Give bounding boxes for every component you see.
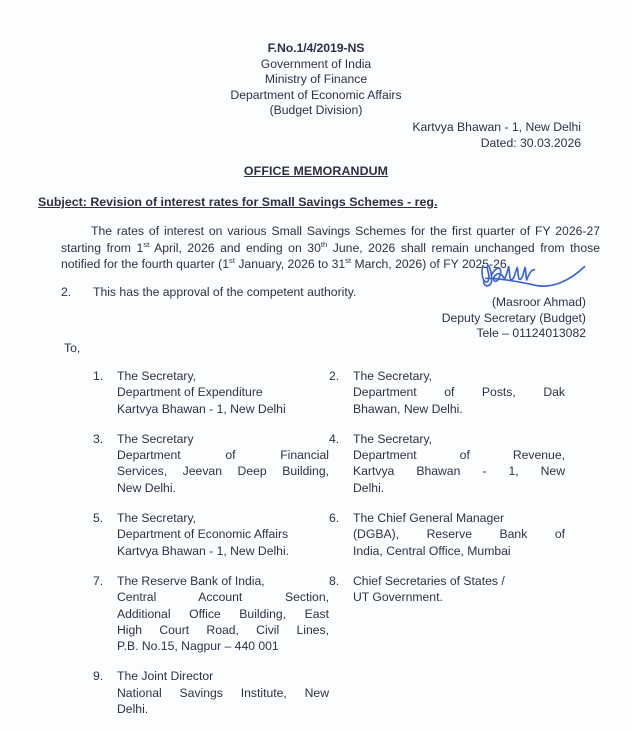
recipient-address-line: The Secretary,: [353, 431, 433, 446]
recipient-address: [353, 368, 565, 417]
recipient-number: 9.: [93, 669, 104, 684]
recipient-item: [329, 573, 565, 606]
recipient-address-line: The Secretary: [117, 431, 194, 446]
handwritten-signature-icon: [475, 258, 592, 294]
recipient-number: 3.: [93, 431, 104, 446]
recipient-address-line: Department of Revenue,: [353, 448, 565, 463]
recipient-address-line: P.B. No.15, Nagpur – 440 001: [117, 639, 279, 654]
para1-sup-c: st: [229, 255, 235, 265]
signatory-name: (Masroor Ahmad): [491, 294, 586, 309]
recipient-address-line: Department of Expenditure: [117, 385, 263, 400]
issuing-address-block: [0, 120, 632, 151]
recipient-address-line: The Secretary,: [117, 369, 197, 383]
recipient-address: [117, 573, 329, 654]
issue-date: Dated: 30.03.2026: [480, 135, 581, 150]
paragraph-2-number: 2.: [61, 285, 72, 300]
recipient-address-line: Department of Financial: [117, 448, 329, 463]
recipient-address-line: India, Central Office, Mumbai: [353, 543, 511, 558]
recipient-address-line: Bhawan, New Delhi.: [353, 401, 463, 416]
recipient-address-line: (DGBA), Reserve Bank of: [353, 527, 565, 542]
recipient-number: 1.: [93, 369, 104, 383]
para1-sup-a: st: [143, 239, 150, 249]
page-title: [0, 164, 632, 178]
recipient-address: [117, 431, 329, 496]
recipient-address: [353, 510, 565, 559]
recipient-address-line: New Delhi.: [117, 480, 176, 495]
file-number: F.No.1/4/2019-NS: [267, 41, 365, 55]
recipients-section: [0, 368, 632, 731]
recipient-item: [93, 668, 329, 717]
recipient-number: 4.: [329, 431, 340, 446]
recipients-column-right: [329, 368, 565, 620]
recipient-address-line: Kartvya Bhawan - 1, New Delhi.: [117, 543, 290, 558]
issuing-address: Kartvya Bhawan - 1, New Delhi: [412, 119, 581, 134]
recipient-address-line: High Court Road, Civil Lines,: [117, 622, 329, 637]
recipient-address-line: Chief Secretaries of States /: [353, 573, 505, 588]
document-header: [0, 0, 632, 119]
org-line-3: Department of Economic Affairs: [230, 87, 402, 102]
recipient-item: [329, 510, 565, 559]
recipient-item: [93, 573, 329, 654]
paragraph-2-text: This has the approval of the competent authority.: [93, 285, 357, 300]
recipient-address: [117, 368, 329, 417]
recipient-address-line: Services, Jeevan Deep Building,: [117, 464, 329, 479]
signatory-telephone: Tele – 01124013082: [476, 326, 586, 341]
org-line-2: Ministry of Finance: [264, 72, 368, 87]
para1-part-b: April, 2026 and ending on 30: [149, 240, 321, 255]
recipient-item: [93, 368, 329, 417]
recipient-number: 7.: [93, 573, 104, 588]
recipient-address-line: The Reserve Bank of India,: [117, 573, 265, 588]
recipient-item: [93, 431, 329, 496]
recipient-number: 6.: [329, 511, 340, 526]
recipient-address-line: The Chief General Manager: [353, 511, 505, 526]
recipient-address: [117, 510, 329, 559]
para1-part-d: January, 2026 to 31: [234, 256, 346, 271]
recipient-address-line: UT Government.: [353, 590, 443, 605]
recipient-address-line: The Joint Director: [117, 669, 214, 684]
recipients-column-left: [93, 368, 329, 731]
recipient-address-line: National Savings Institute, New: [117, 685, 329, 700]
recipient-address-line: Central Account Section,: [117, 590, 329, 605]
recipient-number: 8.: [329, 573, 340, 588]
recipient-address-line: Delhi.: [353, 480, 385, 495]
recipient-address: [353, 431, 565, 496]
para1-part-c: June, 2026 shall remain unchanged from those notified for the fourth quarter (1: [61, 240, 600, 271]
recipient-address-line: Delhi.: [117, 702, 149, 717]
subject-line: [0, 195, 632, 209]
recipient-address-line: Additional Office Building, East: [117, 606, 329, 621]
para1-part-a: The rates of interest on various Small Savings Schemes for the first quarter of FY 2026-27 starting from 1: [61, 224, 600, 255]
recipient-address-line: Department of Posts, Dak: [353, 385, 565, 400]
recipient-address-line: Kartvya Bhawan - 1, New Delhi: [117, 401, 286, 416]
recipient-item: [329, 431, 565, 496]
to-label: To,: [64, 341, 81, 355]
recipient-number: 2.: [329, 369, 340, 383]
para1-part-e: March, 2026) of FY 2025-26.: [351, 256, 511, 271]
signatory-designation: Deputy Secretary (Budget): [441, 310, 586, 325]
recipient-number: 5.: [93, 511, 104, 526]
subject-text: Subject: Revision of interest rates for Small Savings Schemes - reg.: [38, 195, 438, 210]
recipient-item: [329, 368, 565, 417]
recipient-address-line: The Secretary,: [117, 511, 197, 526]
org-line-1: Government of India: [260, 56, 372, 71]
org-line-4: (Budget Division): [269, 103, 363, 118]
signature-block: [442, 258, 586, 342]
para1-sup-b: th: [320, 239, 328, 249]
recipient-address-line: Department of Economic Affairs: [117, 527, 289, 542]
recipient-item: [93, 510, 329, 559]
recipient-address-line: Kartvya Bhawan - 1, New: [353, 464, 565, 479]
recipient-address: [117, 668, 329, 717]
para1-sup-d: st: [345, 255, 352, 265]
recipient-address-line: The Secretary,: [353, 369, 433, 383]
recipient-address: [353, 573, 565, 606]
page-title-text: OFFICE MEMORANDUM: [243, 164, 389, 179]
